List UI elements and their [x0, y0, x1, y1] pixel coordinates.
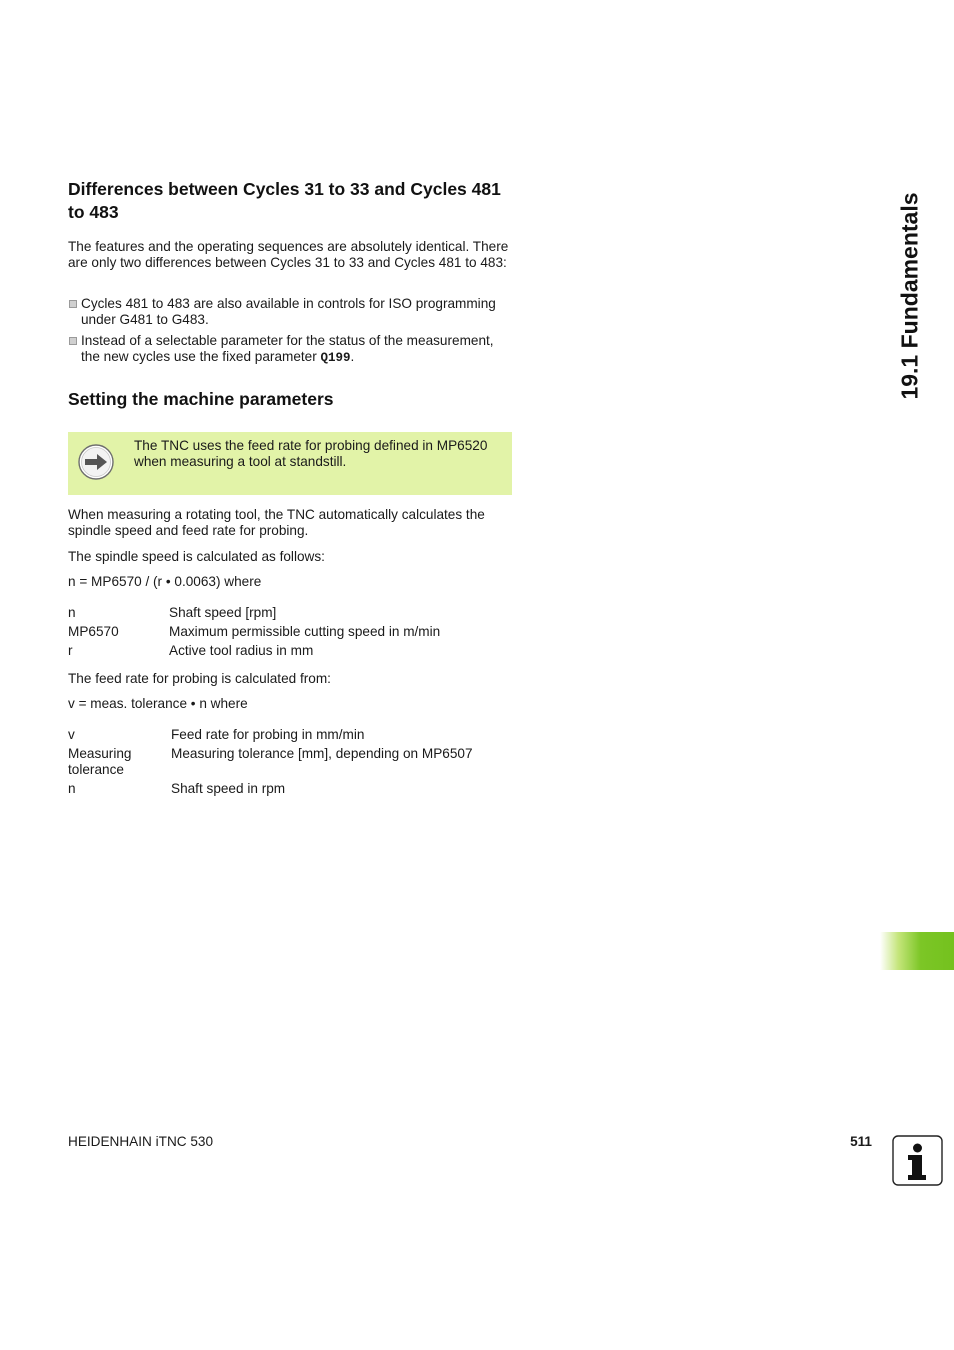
parameter-code: Q199: [320, 351, 351, 365]
paragraph-spindle-speed: The spindle speed is calculated as follows:: [68, 549, 325, 564]
note-box: [68, 432, 512, 495]
chapter-sidebar-title: [895, 180, 925, 412]
term: n: [68, 781, 76, 796]
page-number: 511: [850, 1134, 872, 1149]
term: v: [68, 727, 75, 742]
formula-feed-rate: v = meas. tolerance • n where: [68, 696, 248, 711]
bullet-text: Instead of a selectable parameter for the status of the measurement, the new cycles use the fixed parameter: [81, 333, 494, 364]
bullet-square-icon: [69, 337, 77, 345]
chapter-tab: [880, 932, 954, 970]
formula-spindle-speed: n = MP6570 / (r • 0.0063) where: [68, 574, 262, 589]
section-heading-differences: Differences between Cycles 31 to 33 and Cycles 481 to 483: [68, 179, 501, 222]
term: n: [68, 605, 76, 620]
list-item: [68, 333, 512, 366]
intro-paragraph: The features and the operating sequences are absolutely identical. There are only two differences between Cycles 31 to 33 and Cycles 481 to 483:: [68, 239, 509, 270]
info-icon: [892, 1135, 944, 1187]
bullet-square-icon: [69, 300, 77, 308]
description: Feed rate for probing in mm/min: [171, 727, 365, 742]
paragraph-rotating-tool: When measuring a rotating tool, the TNC automatically calculates the spindle speed and feed rate for probing.: [68, 507, 485, 538]
bullet-text-end: .: [350, 349, 355, 364]
paragraph-feed-rate: The feed rate for probing is calculated from:: [68, 671, 331, 686]
description: Maximum permissible cutting speed in m/min: [169, 624, 441, 639]
bullet-text: Cycles 481 to 483 are also available in controls for ISO programming under G481 to G483.: [81, 296, 496, 327]
term: Measuring tolerance: [68, 746, 132, 777]
description: Shaft speed in rpm: [171, 781, 286, 796]
list-item: [68, 296, 512, 328]
term: r: [68, 643, 73, 658]
section-heading-machine-parameters: Setting the machine parameters: [68, 389, 334, 409]
footer-product: HEIDENHAIN iTNC 530: [68, 1134, 214, 1149]
description: Shaft speed [rpm]: [169, 605, 277, 620]
note-text: The TNC uses the feed rate for probing defined in MP6520 when measuring a tool at standstill.: [134, 438, 488, 469]
arrow-right-icon: [78, 444, 114, 480]
description: Active tool radius in mm: [169, 643, 314, 658]
term: MP6570: [68, 624, 119, 639]
description: Measuring tolerance [mm], depending on MP6507: [171, 746, 473, 761]
chapter-title: 19.1 Fundamentals: [896, 192, 923, 400]
